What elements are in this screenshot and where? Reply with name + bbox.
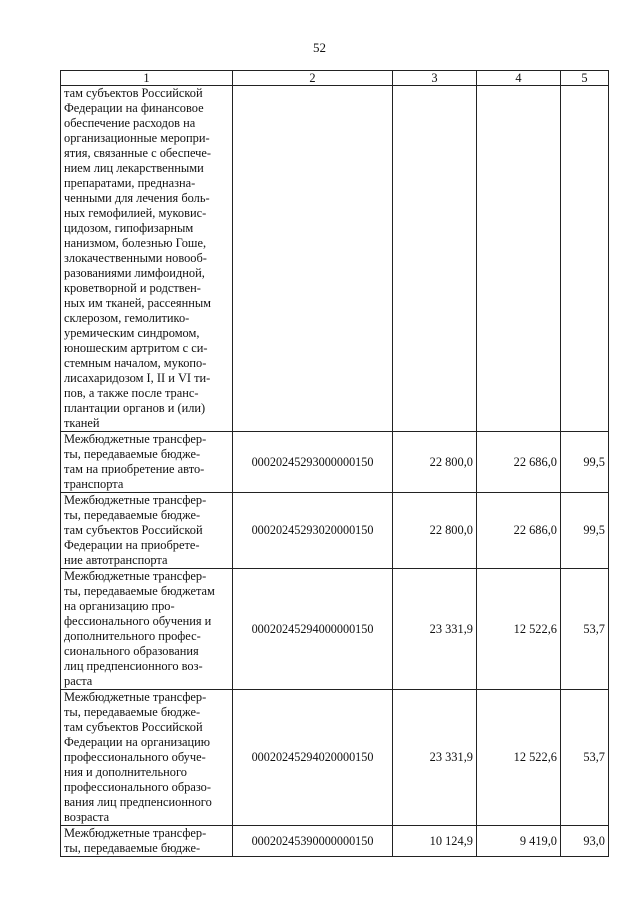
description-line: склерозом, гемолитико- — [64, 311, 190, 325]
description-line: Межбюджетные трансфер- — [64, 569, 207, 583]
description-line: раста — [64, 674, 93, 688]
header-col-1: 1 — [61, 71, 233, 86]
description-line: кроветворной и родствен- — [64, 281, 201, 295]
budget-code-cell: 00020245293000000150 — [233, 432, 393, 493]
description-line: уремическим синдромом, — [64, 326, 200, 340]
header-col-5: 5 — [561, 71, 609, 86]
percent-cell: 99,5 — [561, 493, 609, 569]
description-line: злокачественными новооб- — [64, 251, 207, 265]
description-line: ние автотранспорта — [64, 553, 168, 567]
description-line: дополнительного профес- — [64, 629, 201, 643]
actual-amount-cell: 12 522,6 — [477, 569, 561, 690]
description-line: Федерации на организацию — [64, 735, 210, 749]
description-line: там субъектов Российской — [64, 720, 203, 734]
row-description — [61, 432, 233, 493]
description-line: Федерации на приобрете- — [64, 538, 200, 552]
description-line: ченными для лечения боль- — [64, 191, 210, 205]
row-description — [61, 493, 233, 569]
row-description — [61, 86, 233, 432]
description-line: Межбюджетные трансфер- — [64, 493, 207, 507]
row-description — [61, 826, 233, 857]
description-line: там на приобретение авто- — [64, 462, 205, 476]
header-col-2: 2 — [233, 71, 393, 86]
plan-amount-cell: 22 800,0 — [393, 493, 477, 569]
description-line: стемным началом, мукопо- — [64, 356, 207, 370]
description-line: транспорта — [64, 477, 124, 491]
description-line: Межбюджетные трансфер- — [64, 432, 207, 446]
description-line: обеспечение расходов на — [64, 116, 196, 130]
actual-amount-cell: 12 522,6 — [477, 690, 561, 826]
percent-cell: 53,7 — [561, 690, 609, 826]
description-line: лиц предпенсионного воз- — [64, 659, 203, 673]
plan-amount-cell: 23 331,9 — [393, 690, 477, 826]
actual-amount-cell: 22 686,0 — [477, 432, 561, 493]
table-row — [61, 493, 609, 569]
budget-code-cell: 00020245390000000150 — [233, 826, 393, 857]
description-line: ты, передаваемые бюдже- — [64, 447, 201, 461]
description-line: ты, передаваемые бюдже- — [64, 508, 201, 522]
description-line: ты, передаваемые бюджетам — [64, 584, 215, 598]
budget-code-cell: 00020245294020000150 — [233, 690, 393, 826]
description-line: на организацию про- — [64, 599, 175, 613]
description-line: нием лиц лекарственными — [64, 161, 204, 175]
budget-code-cell: 00020245293020000150 — [233, 493, 393, 569]
description-line: там субъектов Российской — [64, 523, 203, 537]
percent-cell: 99,5 — [561, 432, 609, 493]
table-row — [61, 569, 609, 690]
budget-code-cell — [233, 86, 393, 432]
description-line: ты, передаваемые бюдже- — [64, 705, 201, 719]
actual-amount-cell: 9 419,0 — [477, 826, 561, 857]
description-line: юношеским артритом с си- — [64, 341, 208, 355]
header-row — [61, 71, 609, 86]
description-line: фессионального обучения и — [64, 614, 212, 628]
percent-cell: 53,7 — [561, 569, 609, 690]
plan-amount-cell: 23 331,9 — [393, 569, 477, 690]
header-col-3: 3 — [393, 71, 477, 86]
percent-cell: 93,0 — [561, 826, 609, 857]
table-row — [61, 432, 609, 493]
description-line: Межбюджетные трансфер- — [64, 826, 207, 840]
description-line: сионального образования — [64, 644, 199, 658]
description-line: ния и дополнительного — [64, 765, 187, 779]
description-line: организационные меропри- — [64, 131, 210, 145]
budget-table — [60, 70, 609, 857]
description-line: профессионального образо- — [64, 780, 211, 794]
description-line: ных гемофилией, муковис- — [64, 206, 207, 220]
table-row — [61, 690, 609, 826]
description-line: профессионального обуче- — [64, 750, 206, 764]
description-line: лисахаридозом I, II и VI ти- — [64, 371, 211, 385]
description-line: там субъектов Российской — [64, 86, 203, 100]
page-number: 52 — [313, 40, 326, 55]
description-line: плантации органов и (или) — [64, 401, 206, 415]
description-line: нанизмом, болезнью Гоше, — [64, 236, 207, 250]
table-row — [61, 826, 609, 857]
actual-amount-cell — [477, 86, 561, 432]
plan-amount-cell: 22 800,0 — [393, 432, 477, 493]
budget-code-cell: 00020245294000000150 — [233, 569, 393, 690]
description-line: ты, передаваемые бюдже- — [64, 841, 201, 855]
description-line: Межбюджетные трансфер- — [64, 690, 207, 704]
plan-amount-cell — [393, 86, 477, 432]
header-col-4: 4 — [477, 71, 561, 86]
description-line: разованиями лимфоидной, — [64, 266, 205, 280]
description-line: цидозом, гипофизарным — [64, 221, 194, 235]
row-description — [61, 569, 233, 690]
table-row — [61, 86, 609, 432]
actual-amount-cell: 22 686,0 — [477, 493, 561, 569]
table-body — [61, 86, 609, 857]
description-line: Федерации на финансовое — [64, 101, 204, 115]
row-description — [61, 690, 233, 826]
description-line: ных им тканей, рассеянным — [64, 296, 211, 310]
description-line: ятия, связанные с обеспече- — [64, 146, 212, 160]
description-line: препаратами, предназна- — [64, 176, 196, 190]
description-line: тканей — [64, 416, 100, 430]
description-line: пов, а также после транс- — [64, 386, 199, 400]
description-line: вания лиц предпенсионного — [64, 795, 212, 809]
description-line: возраста — [64, 810, 110, 824]
plan-amount-cell: 10 124,9 — [393, 826, 477, 857]
percent-cell — [561, 86, 609, 432]
